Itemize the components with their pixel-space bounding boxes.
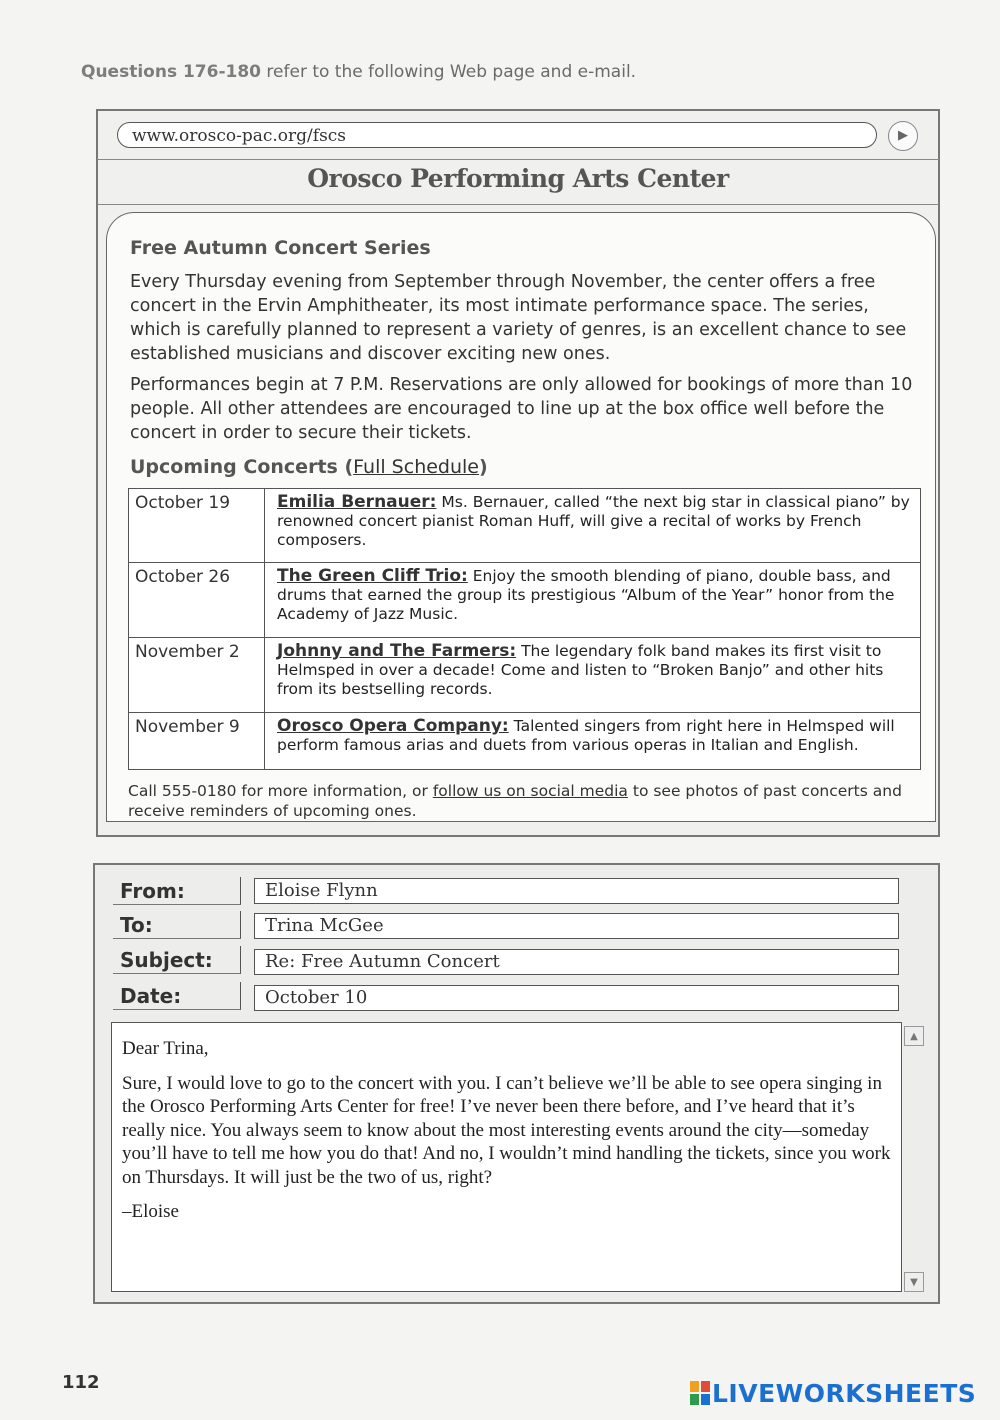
table-row xyxy=(129,489,921,563)
social-media-link[interactable]: follow us on social media xyxy=(432,782,628,800)
concert-table xyxy=(128,488,921,770)
subject-label: Subject: xyxy=(113,946,241,974)
call-text: Call 555-0180 for more information, or xyxy=(128,782,433,800)
call-text-end: to see photos of past concerts and receive reminders of upcoming ones. xyxy=(128,782,902,820)
table-row xyxy=(129,638,921,713)
page-number: 112 xyxy=(62,1372,100,1393)
performer-link[interactable]: Orosco Opera Company: xyxy=(277,716,509,736)
section-title: Free Autumn Concert Series xyxy=(130,237,431,259)
concert-date: October 19 xyxy=(129,489,265,563)
concert-desc-text: The legendary folk band makes its first visit to Helmsped in over a decade! Come and listen to “Broken Banjo” and other hits from its bestselling records. xyxy=(277,642,884,698)
concert-description xyxy=(265,638,921,713)
performer-link[interactable]: The Green Cliff Trio: xyxy=(277,566,468,586)
date-field[interactable]: October 10 xyxy=(254,985,899,1011)
questions-intro xyxy=(81,62,636,82)
from-label: From: xyxy=(113,877,241,905)
to-label: To: xyxy=(113,911,241,939)
brand-name: LIVEWORKSHEETS xyxy=(712,1379,977,1408)
concert-description xyxy=(265,563,921,638)
site-title: Orosco Performing Arts Center xyxy=(307,164,729,193)
intro-paragraph: Every Thursday evening from September through November, the center offers a free concert in the Ervin Amphitheater, its most intimate performance space. The series, which is carefully planned to represent a variety of genres, is an excellent chance to see established musicians and discover exciting new ones. xyxy=(130,272,907,364)
table-row xyxy=(129,713,921,770)
url-bar[interactable]: www.orosco-pac.org/fscs xyxy=(117,122,877,148)
divider xyxy=(97,159,939,160)
from-field[interactable]: Eloise Flynn xyxy=(254,878,899,904)
subject-field[interactable]: Re: Free Autumn Concert xyxy=(254,949,899,975)
email-message: Sure, I would love to go to the concert with you. I can’t believe we’ll be able to see opera singing in the Orosco Performing Arts Center for free! I’ve never been there before, and I’ve heard that it’s really nice. You always seem to know about the most interesting events around the city—someday you’ll have to tell me how you do that! And no, I wouldn’t mind handling the tickets, since you work on Thursdays. It will just be the two of us, right? xyxy=(122,1072,891,1188)
concert-description xyxy=(265,489,921,563)
concert-description xyxy=(265,713,921,770)
performance-paragraph: Performances begin at 7 P.M. Reservations are only allowed for bookings of more than 10 people. All other attendees are encouraged to line up at the box office well before the concert in order to secure their tickets. xyxy=(130,375,913,443)
scroll-down-icon[interactable]: ▼ xyxy=(904,1272,924,1292)
upcoming-heading: Upcoming Concerts (Full Schedule) xyxy=(130,456,488,478)
intro-text: refer to the following Web page and e-mail. xyxy=(261,62,637,82)
email-greeting: Dear Trina, xyxy=(122,1038,209,1059)
questions-range: Questions 176-180 xyxy=(81,62,262,82)
concert-desc-text: Enjoy the smooth blending of piano, double bass, and drums that earned the group its prestigious “Album of the Year” honor from the Academy of Jazz Music. xyxy=(277,567,895,623)
table-row xyxy=(129,563,921,638)
worksheet-icon xyxy=(690,1381,710,1405)
email-body[interactable] xyxy=(111,1022,902,1292)
performer-link[interactable]: Johnny and The Farmers: xyxy=(277,641,517,661)
scroll-up-icon[interactable]: ▲ xyxy=(904,1026,924,1046)
email-signoff: –Eloise xyxy=(122,1201,179,1222)
contact-info xyxy=(128,781,918,821)
email-scrollbar[interactable] xyxy=(902,1024,926,1292)
concert-date: November 2 xyxy=(129,638,265,713)
concert-date: October 26 xyxy=(129,563,265,638)
brand-logo xyxy=(690,1379,976,1408)
upcoming-label: Upcoming Concerts xyxy=(130,456,338,478)
concert-desc-text: Talented singers from right here in Helmsped will perform famous arias and duets from various operas in Italian and English. xyxy=(277,717,895,754)
concert-desc-text: Ms. Bernauer, called “the next big star in classical piano” by renowned concert pianist Roman Huff, will give a recital of works by French composers. xyxy=(277,493,910,549)
to-field[interactable]: Trina McGee xyxy=(254,913,899,939)
date-label: Date: xyxy=(113,982,241,1010)
full-schedule-link[interactable]: Full Schedule xyxy=(353,456,479,478)
divider xyxy=(97,204,939,205)
concert-date: November 9 xyxy=(129,713,265,770)
performer-link[interactable]: Emilia Bernauer: xyxy=(277,492,437,512)
play-icon[interactable]: ▶ xyxy=(888,121,918,151)
